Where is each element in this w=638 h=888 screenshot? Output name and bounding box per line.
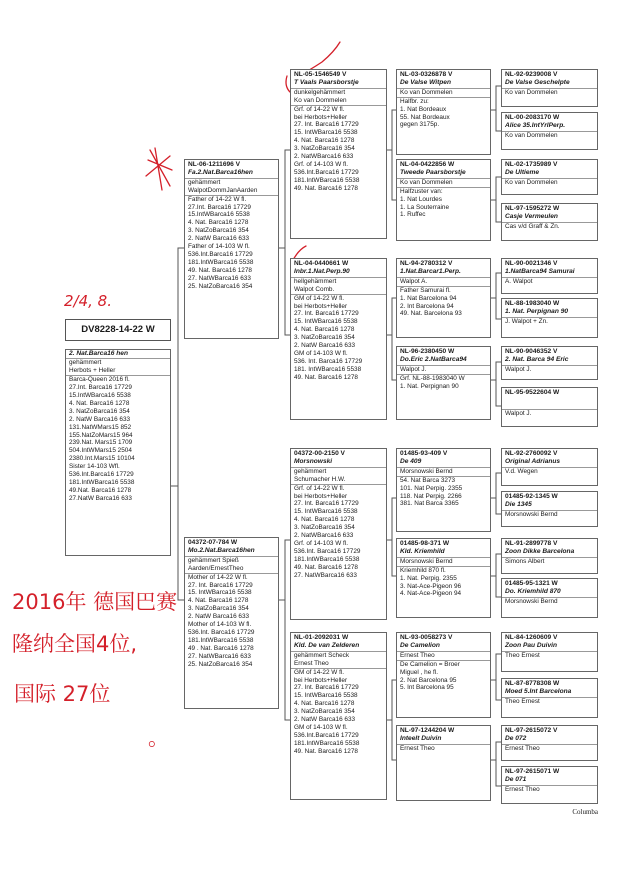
pigeon-info-line: gehämmert bbox=[188, 178, 221, 186]
pigeon-info-line: WalpotDommJanAarden bbox=[188, 186, 258, 194]
performance-line: 15. IntWBarca16 5538 bbox=[188, 589, 252, 597]
performance-line: 536.Int.Barca16 17729 bbox=[294, 731, 359, 739]
performance-line: 15. IntWBarca16 5538 bbox=[294, 508, 358, 516]
pigeon-info-line: Ernest Theo bbox=[400, 744, 435, 752]
breeder-line: Ernest Theo bbox=[505, 785, 540, 793]
performance-line: 1. La Souterraine bbox=[400, 203, 450, 211]
pigeon-name: De 409 bbox=[397, 458, 490, 467]
performance-line: Halfbr. zu: bbox=[400, 97, 429, 105]
pigeon-ring-number: NL-05-1546549 V bbox=[294, 71, 347, 78]
performance-line: 181.IntWBarca16 5538 bbox=[188, 636, 254, 644]
pedigree-g5-box bbox=[501, 678, 598, 718]
performance-line: 49. Nat. Barca16 1278 bbox=[294, 184, 358, 192]
performance-line: 49. Nat. Barca16 1278 bbox=[294, 563, 358, 571]
pedigree-g5-box bbox=[501, 448, 598, 486]
pedigree-sire-dam-box bbox=[290, 258, 387, 420]
performance-line: 27. Int. Barca16 17729 bbox=[294, 500, 359, 508]
breeder-line: Walpot J. bbox=[505, 365, 532, 373]
performance-line: 181.IntWBarca16 5538 bbox=[188, 258, 254, 266]
performance-line: Mother of 14-103 W fl. bbox=[188, 621, 252, 629]
pigeon-ring-number: NL-04-0440661 W bbox=[294, 260, 349, 267]
pigeon-ring-number: NL-95-9522604 W bbox=[505, 389, 560, 396]
pigeon-name: De Valse Geschelpte bbox=[502, 79, 597, 88]
performance-line: 2. NatW Barca16 633 bbox=[294, 342, 356, 350]
pedigree-g5-box bbox=[501, 725, 598, 761]
pigeon-name: De 071 bbox=[502, 776, 597, 785]
performance-line: 49. Nat. Barcelona 93 bbox=[400, 310, 462, 318]
pigeon-name: Fa.2.Nat.Barca16hen bbox=[185, 169, 278, 178]
performance-line: 15. IntWBarca16 5538 bbox=[294, 318, 358, 326]
performance-line: 4. Nat. Barca16 1278 bbox=[188, 597, 249, 605]
performance-line: bei Herbots+Heller bbox=[294, 676, 348, 684]
pigeon-ring-number: NL-91-2899778 V bbox=[505, 540, 558, 547]
performance-line: 3. NatZoBarca16 354 bbox=[69, 407, 130, 415]
performance-line: 239.Nat. Mars15 1709 bbox=[69, 439, 133, 447]
pedigree-g5-box bbox=[501, 159, 598, 195]
pedigree-g5-box bbox=[501, 578, 598, 618]
handwritten-note-line2: 隆纳全国4位, bbox=[12, 632, 138, 656]
breeder-line: Cas v/d Graff & Zn. bbox=[505, 222, 560, 230]
pigeon-name: 2. Nat. Barca 94 Eric bbox=[502, 356, 597, 365]
performance-line: 3. Nat-Ace-Pigeon 96 bbox=[400, 582, 462, 590]
pedigree-sire-box bbox=[184, 159, 279, 339]
pedigree-g4-box bbox=[396, 258, 491, 338]
pigeon-info-line: Walpot A. bbox=[400, 277, 428, 285]
performance-line: 27. Int. Barca16 17729 bbox=[294, 684, 359, 692]
performance-line: 536.Int. Barca16 17729 bbox=[294, 547, 361, 555]
pigeon-info-line: gehämmert Scheck bbox=[294, 651, 350, 659]
pigeon-name: Original Adrianus bbox=[502, 458, 597, 467]
performance-line: 27. Int. Barca16 17729 bbox=[294, 310, 359, 318]
performance-line: 49. Nat. Barca16 1278 bbox=[294, 747, 358, 755]
breeder-line: Ernest Theo bbox=[505, 744, 540, 752]
pedigree-g4-box bbox=[396, 159, 491, 241]
performance-line: 49. Nat. Barca16 1278 bbox=[294, 373, 358, 381]
pedigree-g5-box bbox=[501, 387, 598, 427]
pigeon-name: Moed 5.Int Barcelona bbox=[502, 688, 597, 697]
performance-line: 4. Nat. Barca16 1278 bbox=[294, 700, 355, 708]
performance-line: 2. NatWBarca16 633 bbox=[294, 153, 354, 161]
performance-line: 27.Int. Barca16 17729 bbox=[69, 384, 132, 392]
performance-line: 27. NatWBarca16 633 bbox=[294, 571, 357, 579]
performance-line: 2. NatW Barca16 633 bbox=[294, 716, 356, 724]
performance-line: 3. NatZoBarca16 354 bbox=[294, 708, 355, 716]
pigeon-name: Die 1345 bbox=[502, 501, 597, 510]
pigeon-ring-number: NL-93-0058273 V bbox=[400, 634, 453, 641]
performance-line: GM of 14-22 W fl. bbox=[294, 668, 345, 676]
performance-line: 27.NatW Barca16 633 bbox=[69, 494, 132, 502]
performance-line: 27.Int. Barca16 17729 bbox=[188, 203, 251, 211]
performance-line: 1. Nat Barcelona 94 bbox=[400, 294, 457, 302]
pigeon-info-line: Morsnowski Bernd bbox=[400, 467, 453, 475]
pigeon-info-line: dunkelgehämmert bbox=[294, 88, 346, 96]
performance-line: 15. IntWBarca16 5538 bbox=[294, 129, 358, 137]
subject-ring-number: DV8228-14-22 W bbox=[65, 319, 171, 341]
pigeon-name: Morsnowski bbox=[291, 458, 386, 467]
publisher-footer: Columba bbox=[572, 808, 598, 816]
handwritten-note-dot: 。 bbox=[148, 726, 169, 750]
performance-line: GM of 14-103 W fl. bbox=[294, 349, 348, 357]
performance-line: 1. Nat. Perpignan 90 bbox=[400, 382, 459, 390]
performance-line: 1. Nat Lourdes bbox=[400, 195, 442, 203]
pigeon-name: Inbr.1.Nat.Perp.90 bbox=[291, 268, 386, 277]
pigeon-ring-number: NL-88-1983040 W bbox=[505, 300, 560, 307]
performance-line: 5. Int Barcelona 95 bbox=[400, 684, 454, 692]
breeder-line: Ko van Dommelen bbox=[505, 131, 558, 139]
performance-line: 181.IntWBarca16 5538 bbox=[294, 555, 360, 563]
breeder-line: Walpot J. bbox=[505, 410, 532, 418]
breeder-line: Theo Ernest bbox=[505, 651, 540, 659]
pedigree-g4-box bbox=[396, 346, 491, 420]
handwritten-note-line1: 2016年 德国巴赛 bbox=[12, 590, 178, 614]
pigeon-name: Alice 35.IntYrlPerp. bbox=[502, 122, 597, 131]
pedigree-g4-box bbox=[396, 69, 491, 155]
pedigree-g4-box bbox=[396, 448, 491, 532]
breeder-line: V.d. Wegen bbox=[505, 467, 538, 475]
performance-line: bei Herbots+Heller bbox=[294, 492, 348, 500]
pedigree-g5-box bbox=[501, 203, 598, 241]
performance-line: bei Herbots+Heller bbox=[294, 302, 348, 310]
performance-line: 381. Nat Barca 3365 bbox=[400, 500, 459, 508]
performance-line: 4. Nat. Barca16 1278 bbox=[188, 219, 249, 227]
pigeon-ring-number: NL-92-9239008 V bbox=[505, 71, 558, 78]
pigeon-name: 1.NatBarca94 Samurai bbox=[502, 268, 597, 277]
performance-line: 4. Nat-Ace-Pigeon 94 bbox=[400, 590, 462, 598]
pigeon-info-line: gehämmert bbox=[69, 359, 102, 367]
pigeon-info-line: Walpot Comb. bbox=[294, 285, 335, 293]
pigeon-info-line: Morsnowski Bernd bbox=[400, 557, 453, 565]
performance-line: 3. NatZoBarca16 354 bbox=[294, 524, 355, 532]
pigeon-info-line: Aarden/ErnestTheo bbox=[188, 564, 244, 572]
performance-line: 15. IntWBarca16 5538 bbox=[294, 692, 358, 700]
performance-line: 49.Nat. Barca16 1278 bbox=[69, 486, 132, 494]
pigeon-name: 1.Nat.Barcar1.Perp. bbox=[397, 268, 490, 277]
performance-line: 27. NatWBarca16 633 bbox=[188, 274, 251, 282]
pigeon-info-line: gehämmert bbox=[294, 467, 327, 475]
performance-line: Father of 14-22 W fl. bbox=[188, 195, 247, 203]
pigeon-name: Zoon Pau Duivin bbox=[502, 642, 597, 651]
pigeon-name: De Camelion bbox=[397, 642, 490, 651]
pigeon-info-line: Ernest Theo bbox=[400, 651, 435, 659]
performance-line: 1. Nat. Perpig. 2355 bbox=[400, 574, 457, 582]
performance-line: Grf. of 14-22 W fl. bbox=[294, 484, 345, 492]
pigeon-name bbox=[502, 397, 597, 410]
pedigree-g5-box bbox=[501, 346, 598, 380]
pigeon-name: De Valse Witpen bbox=[397, 79, 490, 88]
performance-line: 2. NatW Barca16 633 bbox=[188, 613, 250, 621]
pigeon-info-line: Herbots + Heller bbox=[69, 367, 116, 375]
pigeon-name: 1. Nat. Perpignan 90 bbox=[502, 308, 597, 317]
pedigree-dam-sire-box bbox=[290, 448, 387, 620]
performance-line: Miguel , he fl. bbox=[400, 668, 439, 676]
performance-line: 181.IntWBarca16 5538 bbox=[294, 739, 360, 747]
performance-line: 4. Nat. Barca16 1278 bbox=[69, 399, 130, 407]
pedigree-g5-box bbox=[501, 69, 598, 107]
pigeon-ring-number: 04372-00-2150 V bbox=[294, 450, 345, 457]
performance-line: 131.NatWMars15 852 bbox=[69, 423, 132, 431]
breeder-line: Morsnowski Bernd bbox=[505, 597, 558, 605]
pigeon-ring-number: NL-94-2780312 V bbox=[400, 260, 453, 267]
performance-line: 101. Nat Perpig. 2355 bbox=[400, 484, 463, 492]
pedigree-dam-box bbox=[184, 537, 279, 709]
performance-line: 25. NatZoBarca16 354 bbox=[188, 282, 253, 290]
pedigree-g4-box bbox=[396, 538, 491, 618]
performance-line: 3. NatZoBarca16 354 bbox=[188, 605, 249, 613]
breeder-line: Ko van Dommelen bbox=[505, 178, 558, 186]
performance-line: 536.Int.Barca16 17729 bbox=[188, 250, 253, 258]
performance-line: GM of 14-103 W fl. bbox=[294, 723, 348, 731]
performance-line: Mother of 14-22 W fl. bbox=[188, 573, 248, 581]
pigeon-ring-number: NL-00-2083170 W bbox=[505, 114, 560, 121]
pigeon-ring-number: 01485-98-371 W bbox=[400, 540, 450, 547]
pigeon-info-line: Ko van Dommelen bbox=[294, 96, 347, 104]
performance-line: 55. Nat Bordeaux bbox=[400, 113, 450, 121]
performance-line: 155.NatZoMars15 964 bbox=[69, 431, 133, 439]
pigeon-name: Do.Eric 2.NatBarca94 bbox=[397, 356, 490, 365]
performance-line: 25. NatZoBarca16 354 bbox=[188, 660, 253, 668]
performance-line: 27. Int. Barca16 17729 bbox=[294, 121, 359, 129]
pedigree-sire-sire-box bbox=[290, 69, 387, 239]
handwritten-note-line3: 国际 27位 bbox=[14, 682, 111, 706]
pigeon-ring-number: 01485-92-1345 W bbox=[505, 493, 558, 500]
performance-line: 3. NatZoBarca16 354 bbox=[188, 227, 249, 235]
pigeon-name: Mo.2.Nat.Barca16hen bbox=[185, 547, 278, 556]
breeder-line: A. Walpot bbox=[505, 277, 533, 285]
pedigree-g5-box bbox=[501, 766, 598, 804]
performance-line: Sister 14-103 Wfl. bbox=[69, 463, 120, 471]
performance-line: 54. Nat Barca 3273 bbox=[400, 476, 456, 484]
performance-line: 27. Int. Barca16 17729 bbox=[188, 581, 253, 589]
pigeon-ring-number: 01485-93-409 V bbox=[400, 450, 448, 457]
performance-line: 181.IntWBarca16 5538 bbox=[69, 479, 135, 486]
performance-line: 504.IntWMars15 2504 bbox=[69, 447, 132, 455]
pigeon-ring-number: NL-90-0021346 V bbox=[505, 260, 558, 267]
performance-line: 2. NatW Barca16 633 bbox=[69, 415, 131, 423]
performance-line: 15.IntWBarca16 5538 bbox=[188, 211, 250, 219]
performance-line: bei Herbots+Heller bbox=[294, 113, 348, 121]
pigeon-info-line: Ko van Dommelen bbox=[400, 88, 453, 96]
performance-line: 49. Nat. Barca16 1278 bbox=[188, 266, 252, 274]
performance-line: gegen 3175p. bbox=[400, 121, 440, 129]
pigeon-ring-number: NL-87-8778308 W bbox=[505, 680, 560, 687]
pigeon-info-line: Walpot J. bbox=[400, 365, 427, 373]
performance-line: Barca-Queen 2016 fl. bbox=[69, 376, 130, 384]
pigeon-name: Zoon Dikke Barcelona bbox=[502, 548, 597, 557]
pigeon-info-line: Ernest Theo bbox=[294, 659, 329, 667]
pedigree-g4-box bbox=[396, 632, 491, 718]
pigeon-ring-number: 04372-07-784 W bbox=[188, 539, 238, 546]
performance-line: Father Samurai fl. bbox=[400, 286, 451, 294]
pigeon-name: Kld. De van Zelderen bbox=[291, 642, 386, 651]
performance-line: Halfzuster van: bbox=[400, 187, 443, 195]
pigeon-ring-number: 01485-95-1321 W bbox=[505, 580, 558, 587]
pigeon-name: Tweede Paarsborstje bbox=[397, 169, 490, 178]
performance-line: 15.IntWBarca16 5538 bbox=[69, 392, 131, 400]
handwritten-note-top: 2/4, 8. bbox=[64, 292, 112, 310]
pigeon-ring-number: NL-04-0422856 W bbox=[400, 161, 455, 168]
performance-line: 2. NatW Barca16 633 bbox=[188, 235, 250, 243]
pigeon-name: 2. Nat.Barca16 hen bbox=[66, 350, 170, 359]
performance-line: Grf. of 14-103 W fl. bbox=[294, 539, 348, 547]
pigeon-ring-number: NL-97-1244204 W bbox=[400, 727, 455, 734]
pigeon-name: Do. Kriemhild 870 bbox=[502, 588, 597, 597]
performance-line: Kriemhild 870 fl. bbox=[400, 566, 446, 574]
performance-line: 4. Nat. Barca16 1278 bbox=[294, 516, 355, 524]
pigeon-ring-number: NL-01-2092031 W bbox=[294, 634, 349, 641]
performance-line: 181. IntWBarca16 5538 bbox=[294, 365, 362, 373]
performance-line: 181.IntWBarca16 5538 bbox=[294, 176, 360, 184]
performance-line: 536.Int.Barca16 17729 bbox=[294, 168, 359, 176]
breeder-line: J. Walpot + Zn. bbox=[505, 317, 548, 325]
performance-line: 1. Nat Bordeaux bbox=[400, 105, 447, 113]
performance-line: Grf. NL-88-1983040 W bbox=[400, 374, 465, 382]
performance-line: 3. NatZoBarca16 354 bbox=[294, 145, 355, 153]
performance-line: 3. NatZoBarca16 354 bbox=[294, 334, 355, 342]
performance-line: 2. Int Barcelona 94 bbox=[400, 302, 454, 310]
pedigree-g5-box bbox=[501, 258, 598, 294]
pigeon-ring-number: NL-84-1260609 V bbox=[505, 634, 558, 641]
performance-line: GM of 14-22 W fl. bbox=[294, 294, 345, 302]
pedigree-g5-box bbox=[501, 491, 598, 527]
pigeon-info-line: hellgehämmert bbox=[294, 277, 337, 285]
pigeon-name: Kld. Kriemhild bbox=[397, 548, 490, 557]
pigeon-name: T Vaals Paarsborstje bbox=[291, 79, 386, 88]
breeder-line: Simons Albert bbox=[505, 557, 545, 565]
performance-line: 27. NatWBarca16 633 bbox=[188, 652, 251, 660]
pedigree-g5-box bbox=[501, 632, 598, 672]
performance-line: 2. Nat Barcelona 95 bbox=[400, 676, 457, 684]
pigeon-ring-number: NL-03-0326878 V bbox=[400, 71, 453, 78]
performance-line: 536.Int. Barca16 17729 bbox=[188, 628, 255, 636]
pedigree-g5-box bbox=[501, 298, 598, 338]
breeder-line: Ko van Dommelen bbox=[505, 88, 558, 96]
breeder-line: Theo Ernest bbox=[505, 697, 540, 705]
performance-line: Father of 14-103 W fl. bbox=[188, 243, 250, 251]
performance-line: 2. NatWBarca16 633 bbox=[294, 532, 354, 540]
pigeon-info-line: gehämmert Spieß bbox=[188, 556, 239, 564]
pigeon-name: De Ultieme bbox=[502, 169, 597, 178]
performance-line: 1. Ruffec bbox=[400, 211, 426, 219]
pigeon-ring-number: NL-06-1211696 V bbox=[188, 161, 241, 168]
performance-line: 118. Nat Perpig. 2266 bbox=[400, 492, 462, 500]
pigeon-ring-number: NL-96-2380450 W bbox=[400, 348, 455, 355]
pigeon-ring-number: NL-97-2615071 W bbox=[505, 768, 560, 775]
pigeon-name: Casje Vermeulen bbox=[502, 213, 597, 222]
performance-line: 49 . Nat. Barca16 1278 bbox=[188, 644, 254, 652]
pigeon-name: De 072 bbox=[502, 735, 597, 744]
performance-line: 4. Nat. Barca16 1278 bbox=[294, 137, 355, 145]
performance-line: 2380.Int.Mars15 10104 bbox=[69, 455, 135, 463]
pigeon-ring-number: NL-92-2760092 V bbox=[505, 450, 558, 457]
pigeon-info-line: Schumacher H.W. bbox=[294, 475, 346, 483]
pedigree-subject-box bbox=[65, 349, 171, 556]
pigeon-name: Inteelt Duivin bbox=[397, 735, 490, 744]
performance-line: 4. Nat. Barca16 1278 bbox=[294, 326, 355, 334]
pedigree-dam-dam-box bbox=[290, 632, 387, 800]
pedigree-g5-box bbox=[501, 112, 598, 150]
pedigree-g4-box bbox=[396, 725, 491, 801]
pigeon-ring-number: NL-97-1595272 W bbox=[505, 205, 560, 212]
pigeon-info-line: Ko van Dommelen bbox=[400, 178, 453, 186]
pigeon-ring-number: NL-02-1735989 V bbox=[505, 161, 558, 168]
performance-line: Grf. of 14-22 W fl. bbox=[294, 105, 345, 113]
breeder-line: Morsnowski Bernd bbox=[505, 510, 558, 518]
pigeon-ring-number: NL-90-9046352 V bbox=[505, 348, 558, 355]
pigeon-ring-number: NL-97-2615072 V bbox=[505, 727, 558, 734]
performance-line: 536. Int. Barca16 17729 bbox=[294, 357, 363, 365]
performance-line: Grf. of 14-103 W fl. bbox=[294, 160, 348, 168]
performance-line: 536.Int.Barca16 17729 bbox=[69, 471, 134, 479]
performance-line: De Camelion = Broer bbox=[400, 660, 460, 668]
pedigree-g5-box bbox=[501, 538, 598, 574]
